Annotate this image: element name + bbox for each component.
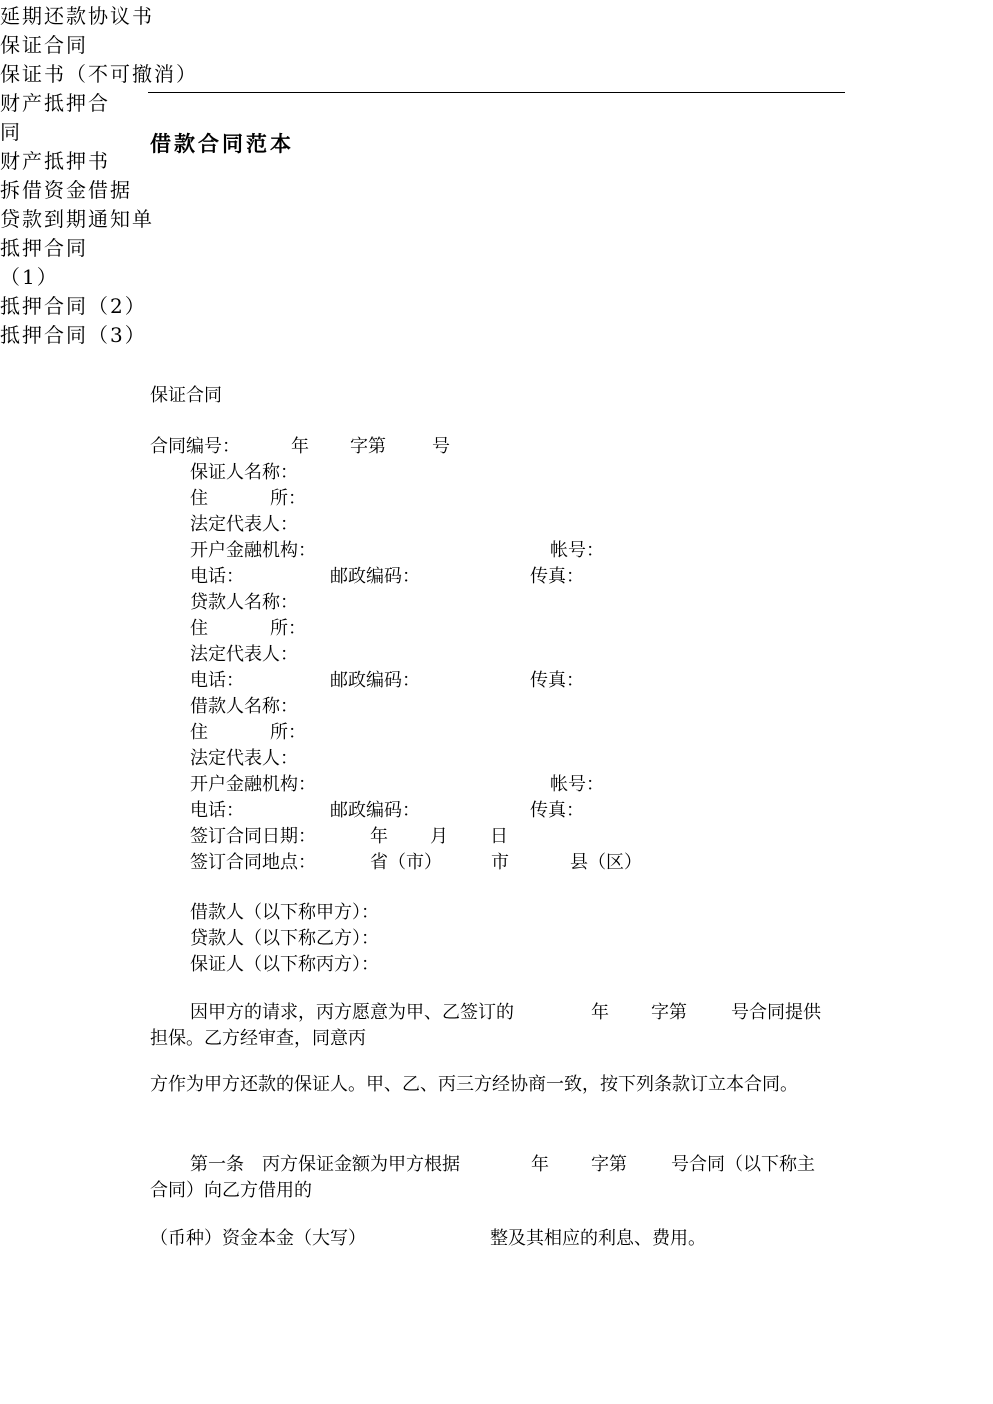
link-interbank-loan-receipt[interactable]: 拆借资金借据: [0, 178, 132, 202]
contract-no-hao: 号: [432, 436, 450, 457]
sign-date-year: 年: [370, 826, 388, 847]
guarantor-fax-label: 传真：: [530, 566, 584, 587]
lender-addr-label-a: 住: [190, 618, 208, 639]
article1-part-e: 合同）向乙方借用的: [150, 1180, 312, 1201]
lender-zip-label: 邮政编码：: [330, 670, 420, 691]
article1-part-c: 字第: [591, 1154, 627, 1175]
header-rule: [148, 92, 845, 93]
document-title: 借款合同范本: [150, 131, 294, 156]
guarantor-name-label: 保证人名称：: [190, 462, 298, 483]
link-mortgage-contract-1-cont[interactable]: （1）: [0, 265, 59, 289]
lender-phone-label: 电话：: [190, 670, 244, 691]
borrower-phone-label: 电话：: [190, 800, 244, 821]
lender-rep-label: 法定代表人：: [190, 644, 298, 665]
guarantor-addr-label-b: 所：: [270, 488, 306, 509]
borrower-zip-label: 邮政编码：: [330, 800, 420, 821]
guarantor-rep-label: 法定代表人：: [190, 514, 298, 535]
link-mortgage-contract-3[interactable]: 抵押合同（3）: [0, 323, 147, 347]
party-lender: 贷款人（以下称乙方）：: [190, 928, 379, 949]
link-property-mortgage-letter[interactable]: 财产抵押书: [0, 149, 110, 173]
article1-cont-a: （币种）资金本金（大写）: [150, 1228, 366, 1249]
para1-part-a: 因甲方的请求，丙方愿意为甲、乙签订的: [190, 1002, 514, 1023]
borrower-addr-label-b: 所：: [270, 722, 306, 743]
borrower-addr-label-a: 住: [190, 722, 208, 743]
link-property-mortgage-contract[interactable]: 财产抵押合: [0, 91, 110, 115]
article1-part-b: 年: [531, 1154, 549, 1175]
sign-date-day: 日: [490, 826, 508, 847]
guarantor-addr-label-a: 住: [190, 488, 208, 509]
lender-name-label: 贷款人名称：: [190, 592, 298, 613]
guarantor-bank-label: 开户金融机构：: [190, 540, 316, 561]
guarantor-phone-label: 电话：: [190, 566, 244, 587]
link-guarantee-contract[interactable]: 保证合同: [0, 33, 88, 57]
lender-fax-label: 传真：: [530, 670, 584, 691]
borrower-bank-label: 开户金融机构：: [190, 774, 316, 795]
sign-place-label: 签订合同地点：: [190, 852, 316, 873]
related-links: [0, 0, 993, 348]
contract-no-label: 合同编号：: [150, 436, 240, 457]
para1-part-d: 号合同提供: [731, 1002, 821, 1023]
link-loan-due-notice[interactable]: 贷款到期通知单: [0, 207, 154, 231]
sign-place-province: 省（市）: [370, 852, 442, 873]
link-mortgage-contract-2[interactable]: 抵押合同（2）: [0, 294, 147, 318]
sign-place-county: 县（区）: [570, 852, 642, 873]
contract-no-year: 年: [291, 436, 309, 457]
borrower-account-label: 帐号：: [550, 774, 604, 795]
party-guarantor: 保证人（以下称丙方）：: [190, 954, 379, 975]
link-property-mortgage-contract-cont[interactable]: 同: [0, 120, 22, 144]
contract-no-zi: 字第: [350, 436, 386, 457]
para1-part-e: 担保。乙方经审查，同意丙: [150, 1028, 366, 1049]
para1-part-c: 字第: [651, 1002, 687, 1023]
section-title: 保证合同: [150, 385, 222, 406]
para1-part-b: 年: [591, 1002, 609, 1023]
sign-date-label: 签订合同日期：: [190, 826, 316, 847]
article1-part-a: 第一条 丙方保证金额为甲方根据: [190, 1154, 460, 1175]
link-irrevocable-guarantee[interactable]: 保证书（不可撤消）: [0, 62, 198, 86]
sign-date-month: 月: [430, 826, 448, 847]
lender-addr-label-b: 所：: [270, 618, 306, 639]
party-borrower: 借款人（以下称甲方）：: [190, 902, 379, 923]
borrower-name-label: 借款人名称：: [190, 696, 298, 717]
link-extension-agreement[interactable]: 延期还款协议书: [0, 4, 154, 28]
article1-part-d: 号合同（以下称主: [671, 1154, 815, 1175]
para2: 方作为甲方还款的保证人。甲、乙、丙三方经协商一致，按下列条款订立本合同。: [150, 1074, 798, 1095]
borrower-rep-label: 法定代表人：: [190, 748, 298, 769]
link-mortgage-contract-1[interactable]: 抵押合同: [0, 236, 88, 260]
borrower-fax-label: 传真：: [530, 800, 584, 821]
guarantor-zip-label: 邮政编码：: [330, 566, 420, 587]
sign-place-city: 市: [491, 852, 509, 873]
guarantor-account-label: 帐号：: [550, 540, 604, 561]
article1-cont-b: 整及其相应的利息、费用。: [490, 1228, 706, 1249]
